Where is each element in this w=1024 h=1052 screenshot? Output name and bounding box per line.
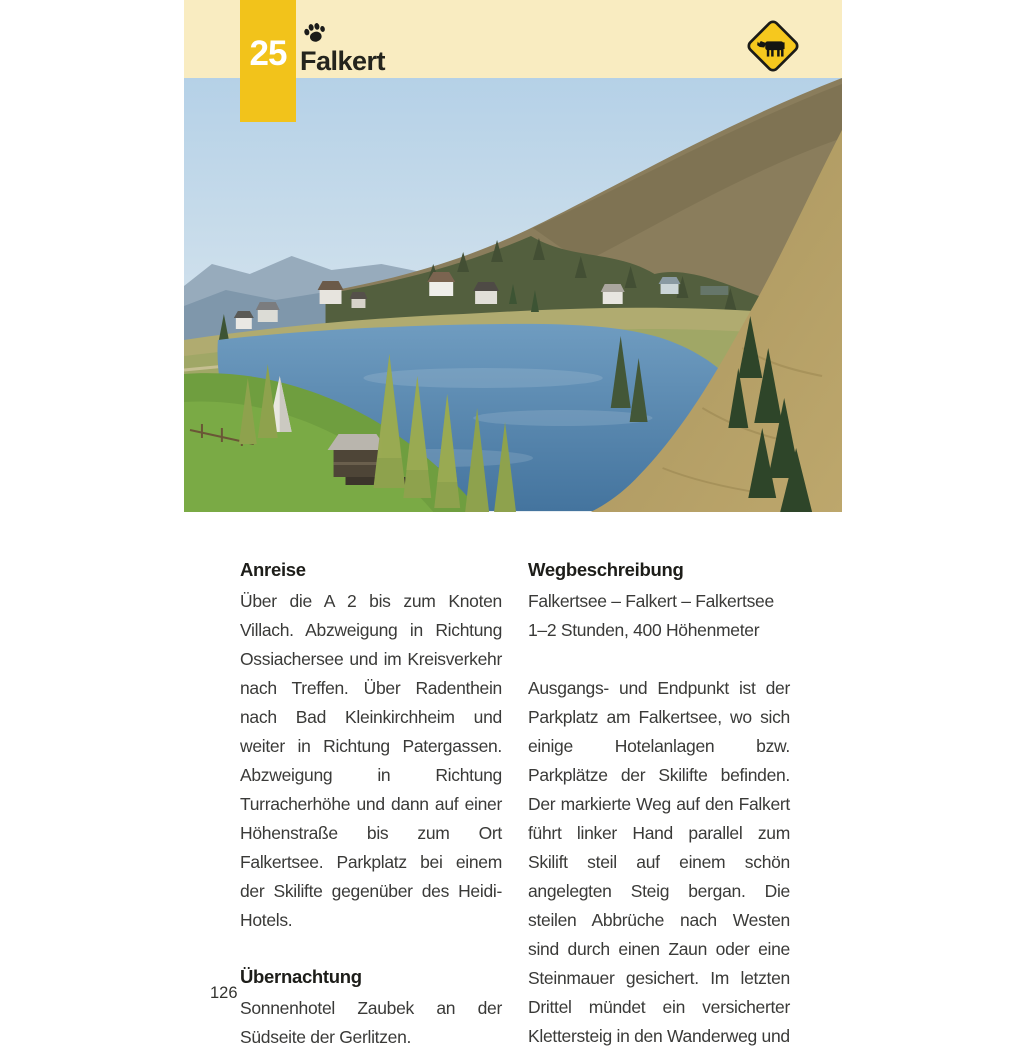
anreise-heading: Anreise	[240, 559, 306, 580]
left-column	[240, 558, 502, 1052]
paw-icon	[302, 20, 328, 46]
section-wegbeschreibung	[528, 558, 790, 1051]
page-content	[184, 0, 842, 1047]
section-uebernachtung	[240, 965, 502, 1052]
uebernachtung-heading: Übernachtung	[240, 966, 362, 987]
page-title: Falkert	[300, 46, 386, 76]
page-number: 126	[210, 984, 238, 1002]
right-column	[528, 558, 790, 1052]
column-gap	[502, 558, 528, 1052]
falkertsee-photo	[184, 78, 842, 512]
cattle-crossing-sign-icon	[742, 15, 804, 77]
uebernachtung-body: Sonnenhotel Zaubek an der Südseite der Gerlitzen.	[240, 998, 502, 1047]
anreise-body: Über die A 2 bis zum Knoten Villach. Abzweigung in Richtung Ossiachersee und im Kreisverkehr nach Treffen. Über Radenthein nach Bad Kleinkirchheim und weiter in Richtung Patergassen. Abzweigung in Richtung Turracherhöhe und dann auf einer Höhenstraße bis zum Ort Falkertsee. Parkplatz bei einem der Skilifte gegenüber des Heidi-Hotels.	[240, 591, 502, 930]
stats-line: 1–2 Stunden, 400 Höhenmeter	[528, 620, 760, 640]
section-anreise	[240, 558, 502, 935]
tour-number: 25	[249, 34, 287, 73]
route-line: Falkertsee – Falkert – Falkertsee	[528, 591, 774, 611]
tour-number-box	[240, 0, 296, 122]
wegbeschreibung-body: Ausgangs- und Endpunkt ist der Parkplatz am Falkertsee, wo sich einige Hotelanlagen bzw. Parkplätze der Skilifte befinden. Der markierte Weg auf den Falkert führt linker Hand parallel zum Skilift steil auf einem schön angelegten Steig bergan. Die steilen Abbrüche nach Westen sind durch einen Zaun oder eine Steinmauer gesichert. Im letzten Drittel mündet ein versicherter Klettersteig in den Wanderweg und	[528, 678, 790, 1046]
wegbeschreibung-heading: Wegbeschreibung	[528, 559, 684, 580]
text-columns	[184, 558, 842, 1052]
